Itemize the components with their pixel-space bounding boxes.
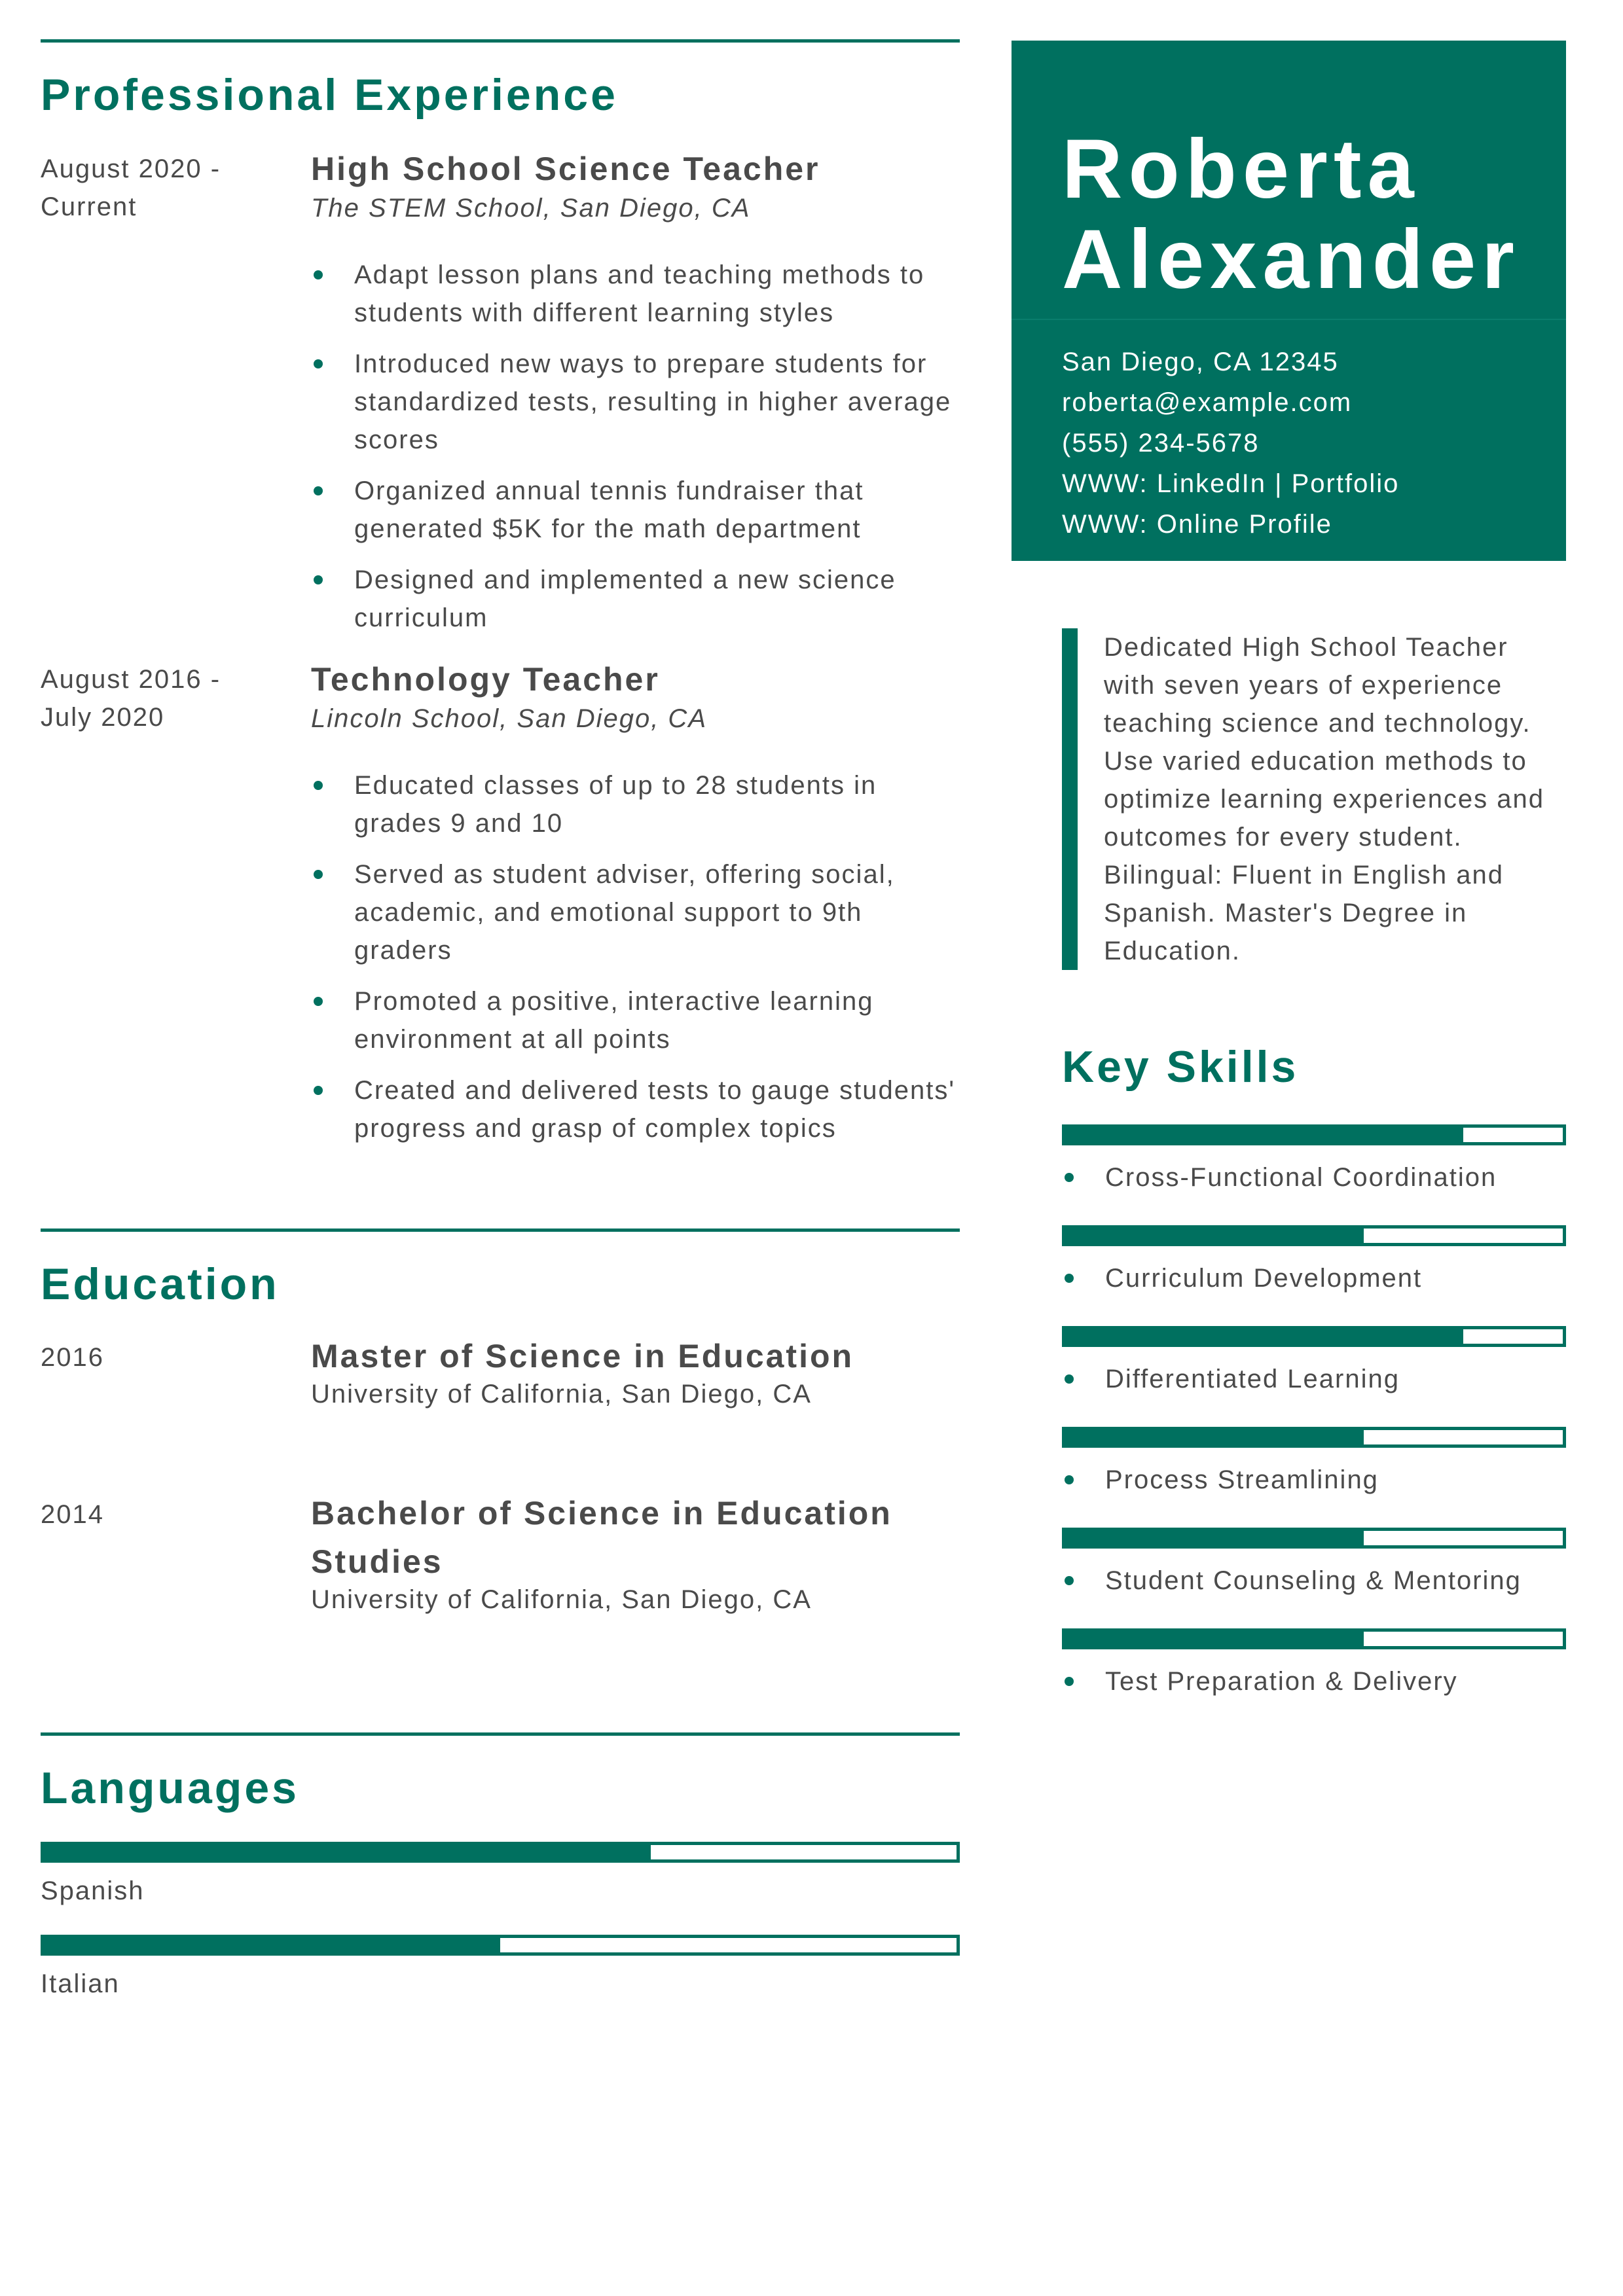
education-details bbox=[311, 1496, 960, 1619]
skill-item bbox=[1062, 1427, 1566, 1499]
job-date-end: July 2020 bbox=[41, 702, 165, 732]
skill-level-fill bbox=[1065, 1128, 1463, 1142]
skill-level-bar bbox=[1062, 1528, 1566, 1549]
languages-heading: Languages bbox=[41, 1763, 299, 1814]
skill-name: Differentiated Learning bbox=[1062, 1360, 1566, 1398]
job-bullet: Designed and implemented a new science curriculum bbox=[311, 561, 960, 637]
skill-level-bar bbox=[1062, 1326, 1566, 1347]
skill-level-fill bbox=[1065, 1329, 1463, 1344]
education-degree: Bachelor of Science in Education Studies bbox=[311, 1495, 892, 1581]
language-level-fill bbox=[44, 1845, 651, 1859]
name-header bbox=[1012, 41, 1566, 561]
job-details bbox=[311, 660, 960, 1160]
skill-name: Student Counseling & Mentoring bbox=[1062, 1562, 1566, 1600]
skill-item bbox=[1062, 1528, 1566, 1600]
skills-heading: Key Skills bbox=[1062, 1042, 1299, 1092]
job-bullet: Adapt lesson plans and teaching methods to students with different learning styles bbox=[311, 256, 960, 332]
education-entry bbox=[41, 1338, 960, 1413]
education-details bbox=[311, 1338, 960, 1413]
skill-item bbox=[1062, 1124, 1566, 1196]
job-bullets bbox=[311, 256, 960, 637]
last-name: Alexander bbox=[1062, 213, 1520, 306]
professional-summary: Dedicated High School Teacher with seven years of experience teaching science and technology. Use varied education methods to optimize learning experiences and outcomes for every student. Bilingual: Fluent in English and Spanish. Master's Degree in Education. bbox=[1062, 628, 1566, 970]
language-level-bar bbox=[41, 1935, 960, 1956]
skill-level-fill bbox=[1065, 1531, 1364, 1545]
job-dates bbox=[41, 660, 311, 1160]
contact-info bbox=[1062, 342, 1399, 545]
job-dates bbox=[41, 150, 311, 650]
job-bullets bbox=[311, 766, 960, 1147]
skill-level-fill bbox=[1065, 1229, 1364, 1243]
skill-name: Curriculum Development bbox=[1062, 1259, 1566, 1297]
education-year: 2016 bbox=[41, 1343, 104, 1372]
language-name: Italian bbox=[41, 1969, 120, 1998]
skill-level-fill bbox=[1065, 1632, 1364, 1646]
job-employer: Lincoln School, San Diego, CA bbox=[311, 704, 707, 733]
contact-profile: WWW: Online Profile bbox=[1062, 510, 1332, 539]
main-column bbox=[41, 39, 960, 2003]
job-bullet: Created and delivered tests to gauge students' progress and grasp of complex topics bbox=[311, 1071, 960, 1147]
first-name: Roberta bbox=[1062, 122, 1420, 216]
section-divider bbox=[41, 1229, 960, 1232]
skill-name: Process Streamlining bbox=[1062, 1461, 1566, 1499]
contact-email: roberta@example.com bbox=[1062, 388, 1353, 417]
job-details bbox=[311, 150, 960, 650]
skill-level-bar bbox=[1062, 1628, 1566, 1649]
contact-address: San Diego, CA 12345 bbox=[1062, 348, 1339, 376]
skill-name: Cross-Functional Coordination bbox=[1062, 1158, 1566, 1196]
education-school: University of California, San Diego, CA bbox=[311, 1380, 812, 1409]
job-date-start: August 2020 - bbox=[41, 154, 221, 183]
skill-level-fill bbox=[1065, 1430, 1364, 1444]
education-entry bbox=[41, 1496, 960, 1619]
education-degree: Master of Science in Education bbox=[311, 1338, 854, 1375]
education-school: University of California, San Diego, CA bbox=[311, 1585, 812, 1615]
skill-item bbox=[1062, 1326, 1566, 1398]
job-employer: The STEM School, San Diego, CA bbox=[311, 193, 751, 223]
job-date-start: August 2016 - bbox=[41, 664, 221, 694]
job-bullet: Educated classes of up to 28 students in grades 9 and 10 bbox=[311, 766, 960, 842]
section-divider bbox=[41, 39, 960, 43]
contact-links: WWW: LinkedIn | Portfolio bbox=[1062, 469, 1400, 498]
skill-level-bar bbox=[1062, 1124, 1566, 1145]
job-bullet: Introduced new ways to prepare students for standardized tests, resulting in higher average scores bbox=[311, 345, 960, 459]
job-bullet: Promoted a positive, interactive learning environment at all points bbox=[311, 982, 960, 1058]
skill-item bbox=[1062, 1628, 1566, 1700]
job-entry bbox=[41, 150, 960, 650]
job-title: High School Science Teacher bbox=[311, 150, 820, 187]
job-bullet: Served as student adviser, offering social, academic, and emotional support to 9th graders bbox=[311, 855, 960, 969]
language-level-bar bbox=[41, 1842, 960, 1863]
skill-item bbox=[1062, 1225, 1566, 1297]
header-divider bbox=[1012, 319, 1566, 320]
skill-level-bar bbox=[1062, 1225, 1566, 1246]
candidate-name bbox=[1062, 124, 1520, 305]
job-entry bbox=[41, 660, 960, 1160]
language-item bbox=[41, 1842, 960, 1910]
education-heading: Education bbox=[41, 1259, 280, 1309]
job-date-end: Current bbox=[41, 192, 137, 221]
job-bullet: Organized annual tennis fundraiser that generated $5K for the math department bbox=[311, 472, 960, 548]
skill-level-bar bbox=[1062, 1427, 1566, 1448]
experience-heading: Professional Experience bbox=[41, 70, 618, 120]
skills-section bbox=[1062, 1041, 1566, 1729]
section-divider bbox=[41, 1732, 960, 1736]
language-name: Spanish bbox=[41, 1876, 145, 1905]
education-year: 2014 bbox=[41, 1500, 104, 1530]
job-title: Technology Teacher bbox=[311, 660, 660, 698]
skill-name: Test Preparation & Delivery bbox=[1062, 1662, 1566, 1700]
language-item bbox=[41, 1935, 960, 2003]
language-level-fill bbox=[44, 1938, 500, 1952]
contact-phone: (555) 234-5678 bbox=[1062, 429, 1260, 457]
